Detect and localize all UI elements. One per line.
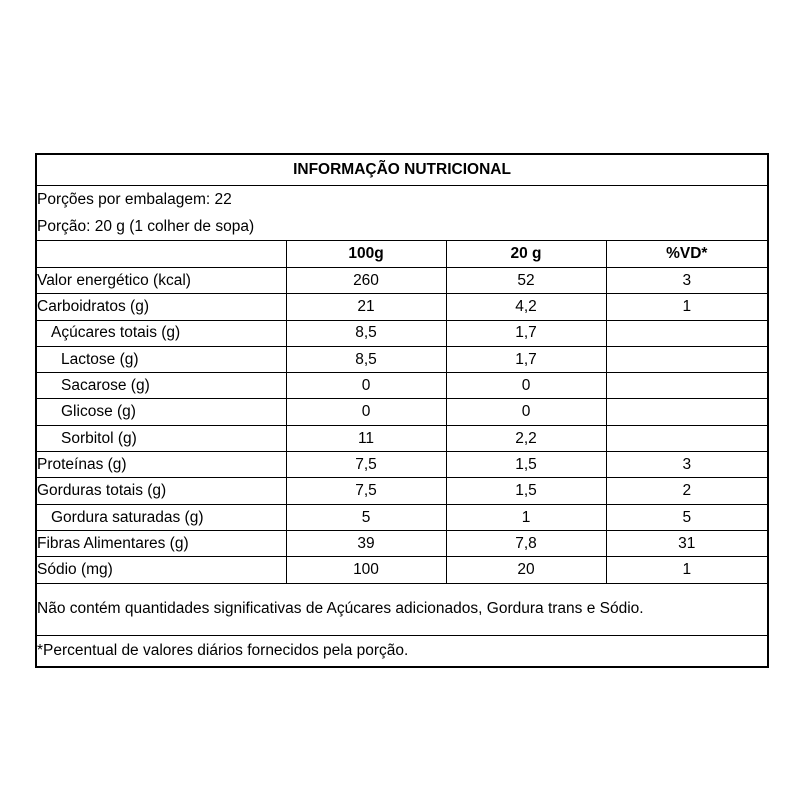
nutrient-name: Valor energético (kcal) (36, 268, 286, 294)
nutrient-name: Gordura saturadas (g) (36, 504, 286, 530)
nutrient-row (36, 557, 768, 583)
nutrient-row (36, 452, 768, 478)
header-per-serving: 20 g (446, 241, 606, 268)
value-per-100g: 21 (286, 294, 446, 320)
nutrient-row (36, 478, 768, 504)
footnote-text: *Percentual de valores diários fornecidos pela porção. (37, 641, 409, 659)
nutrient-row (36, 346, 768, 372)
value-per-100g: 0 (286, 399, 446, 425)
servings-row (36, 186, 768, 214)
value-per-100g: 5 (286, 504, 446, 530)
value-daily-percent (606, 346, 768, 372)
nutrition-facts-table (35, 153, 769, 668)
value-per-serving: 4,2 (446, 294, 606, 320)
nutrient-name: Sódio (mg) (36, 557, 286, 583)
value-per-100g: 11 (286, 425, 446, 451)
nutrient-row (36, 373, 768, 399)
value-per-100g: 100 (286, 557, 446, 583)
title-row (36, 154, 768, 186)
nutrient-name: Carboidratos (g) (36, 294, 286, 320)
servings-per-package: Porções por embalagem: 22 (37, 190, 232, 208)
nutrient-name: Sacarose (g) (36, 373, 286, 399)
value-daily-percent (606, 373, 768, 399)
value-per-serving: 1,7 (446, 346, 606, 372)
value-per-serving: 0 (446, 399, 606, 425)
nutrient-row (36, 399, 768, 425)
value-per-100g: 7,5 (286, 478, 446, 504)
value-per-serving: 2,2 (446, 425, 606, 451)
value-daily-percent: 3 (606, 268, 768, 294)
value-per-serving: 1 (446, 504, 606, 530)
value-daily-percent (606, 320, 768, 346)
nutrient-row (36, 425, 768, 451)
value-per-100g: 8,5 (286, 346, 446, 372)
nutrient-row (36, 320, 768, 346)
nutrient-name: Sorbitol (g) (36, 425, 286, 451)
value-per-100g: 0 (286, 373, 446, 399)
value-per-serving: 20 (446, 557, 606, 583)
note-text: Não contém quantidades significativas de Açúcares adicionados, Gordura trans e Sódio. (36, 583, 768, 635)
value-per-serving: 1,5 (446, 452, 606, 478)
header-blank-cell (36, 241, 286, 268)
nutrient-name: Lactose (g) (36, 346, 286, 372)
value-daily-percent: 2 (606, 478, 768, 504)
nutrient-row (36, 268, 768, 294)
note-row (36, 583, 768, 635)
nutrient-row (36, 294, 768, 320)
header-per-100g: 100g (286, 241, 446, 268)
value-per-serving: 52 (446, 268, 606, 294)
nutrient-row (36, 504, 768, 530)
serving-size: Porção: 20 g (1 colher de sopa) (36, 213, 768, 241)
table-title: INFORMAÇÃO NUTRICIONAL (36, 154, 768, 186)
value-per-serving: 1,7 (446, 320, 606, 346)
value-daily-percent: 1 (606, 294, 768, 320)
value-per-100g: 7,5 (286, 452, 446, 478)
nutrient-name: Gorduras totais (g) (36, 478, 286, 504)
nutrient-name: Açúcares totais (g) (36, 320, 286, 346)
nutrient-name: Proteínas (g) (36, 452, 286, 478)
value-daily-percent: 1 (606, 557, 768, 583)
value-daily-percent (606, 425, 768, 451)
value-daily-percent: 31 (606, 530, 768, 556)
value-per-serving: 1,5 (446, 478, 606, 504)
column-header-row (36, 241, 768, 268)
footnote-row (36, 635, 768, 667)
nutrient-name: Glicose (g) (36, 399, 286, 425)
value-daily-percent: 5 (606, 504, 768, 530)
value-per-100g: 39 (286, 530, 446, 556)
header-daily-value: %VD* (606, 241, 768, 268)
serving-size-row (36, 213, 768, 241)
value-per-serving: 7,8 (446, 530, 606, 556)
value-per-100g: 8,5 (286, 320, 446, 346)
value-daily-percent: 3 (606, 452, 768, 478)
nutrient-row (36, 530, 768, 556)
nutrient-name: Fibras Alimentares (g) (36, 530, 286, 556)
value-daily-percent (606, 399, 768, 425)
value-per-serving: 0 (446, 373, 606, 399)
value-per-100g: 260 (286, 268, 446, 294)
